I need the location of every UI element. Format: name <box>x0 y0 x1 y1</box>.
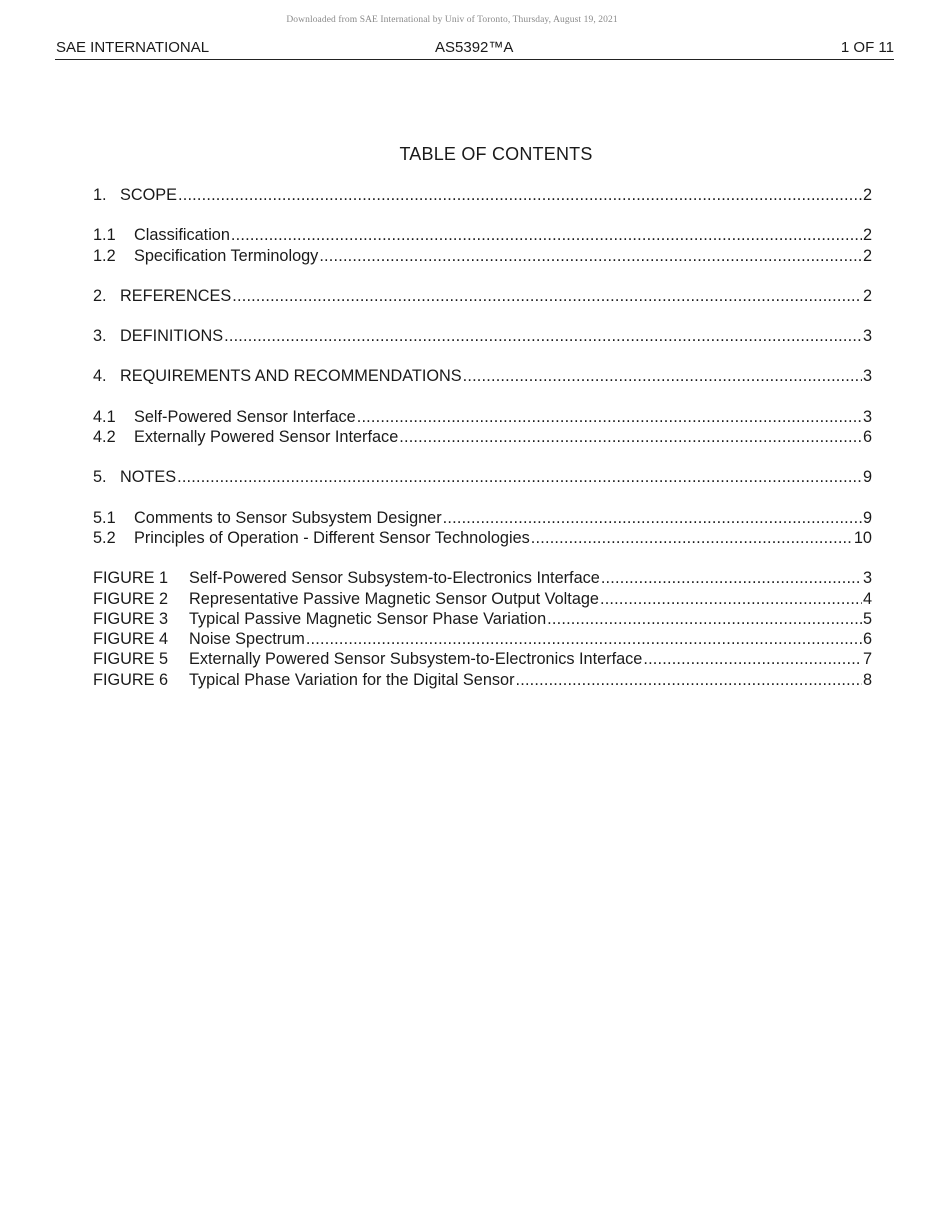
toc-entry-page: 9 <box>862 508 872 527</box>
toc-entry-label: Self-Powered Sensor Subsystem-to-Electronics Interface <box>189 569 600 588</box>
toc-entry-number: 5. <box>93 468 107 487</box>
toc-leader-dots <box>319 246 862 266</box>
toc-leader-dots <box>224 326 862 346</box>
toc-entry-number: 1.2 <box>93 246 116 265</box>
toc-leader-dots <box>547 609 862 629</box>
toc-entry-number: 4. <box>93 367 107 386</box>
toc-entry[interactable] <box>93 467 872 487</box>
toc-entry-page: 7 <box>862 650 872 669</box>
toc-entry-label: Externally Powered Sensor Subsystem-to-Electronics Interface <box>189 650 643 669</box>
toc-entry-page: 4 <box>862 589 872 608</box>
table-of-contents <box>93 185 872 690</box>
download-watermark: Downloaded from SAE International by Univ of Toronto, Thursday, August 19, 2021 <box>286 15 618 25</box>
toc-entry-page: 10 <box>853 528 872 547</box>
toc-entry[interactable] <box>93 407 872 427</box>
toc-leader-dots <box>177 467 862 487</box>
toc-entry[interactable] <box>93 366 872 386</box>
page-header <box>55 38 894 60</box>
toc-leader-dots <box>531 528 853 548</box>
toc-entry-label: Self-Powered Sensor Interface <box>134 407 356 426</box>
toc-entry-number: 4.1 <box>93 407 116 426</box>
toc-entry-number: 3. <box>93 327 107 346</box>
toc-entry-page: 9 <box>862 468 872 487</box>
toc-entry[interactable] <box>93 185 872 205</box>
toc-entry-page: 3 <box>862 569 872 588</box>
toc-leader-dots <box>399 427 862 447</box>
header-document-number: AS5392™A <box>435 39 514 56</box>
toc-entry-label: Typical Phase Variation for the Digital Sensor <box>189 670 515 689</box>
toc-leader-dots <box>443 508 862 528</box>
toc-leader-dots <box>601 568 862 588</box>
toc-entry-label: NOTES <box>120 468 177 487</box>
toc-entry-number: FIGURE 6 <box>93 670 169 689</box>
toc-entry-page: 2 <box>862 246 872 265</box>
toc-entry-number: 5.1 <box>93 508 116 527</box>
toc-entry[interactable] <box>93 427 872 447</box>
toc-entry[interactable] <box>93 246 872 266</box>
toc-entry-label: Comments to Sensor Subsystem Designer <box>134 508 442 527</box>
toc-leader-dots <box>463 366 862 386</box>
toc-entry-page: 2 <box>862 286 872 305</box>
header-organization: SAE INTERNATIONAL <box>56 39 210 56</box>
toc-entry-number: FIGURE 3 <box>93 609 169 628</box>
toc-entry-label: Principles of Operation - Different Sensor Technologies <box>134 528 530 547</box>
toc-entry-label: REFERENCES <box>120 286 232 305</box>
toc-figure-entry[interactable] <box>93 568 872 588</box>
toc-entry-page: 3 <box>862 367 872 386</box>
toc-entry-label: SCOPE <box>120 186 178 204</box>
toc-entry-page: 6 <box>862 428 872 447</box>
toc-entry-label: Representative Passive Magnetic Sensor Output Voltage <box>189 589 599 608</box>
toc-entry-number: FIGURE 1 <box>93 569 169 588</box>
toc-entry-number: FIGURE 5 <box>93 650 169 669</box>
toc-figure-entry[interactable] <box>93 670 872 690</box>
toc-leader-dots <box>306 629 862 649</box>
toc-entry-number: FIGURE 2 <box>93 589 169 608</box>
toc-figure-entry[interactable] <box>93 589 872 609</box>
toc-leader-dots <box>600 589 862 609</box>
toc-entry-page: 6 <box>862 630 872 649</box>
toc-entry[interactable] <box>93 225 872 245</box>
toc-leader-dots <box>178 185 862 205</box>
toc-entry-number: 5.2 <box>93 528 116 547</box>
toc-entry-label: Externally Powered Sensor Interface <box>134 428 399 447</box>
toc-entry-page: 5 <box>862 609 872 628</box>
toc-entry-label: Classification <box>134 226 230 245</box>
header-page-number: 1 OF 11 <box>840 39 894 56</box>
toc-entry[interactable] <box>93 528 872 548</box>
toc-entry-number: FIGURE 4 <box>93 630 169 649</box>
toc-leader-dots <box>643 649 862 669</box>
toc-figure-entry[interactable] <box>93 629 872 649</box>
toc-entry-label: Typical Passive Magnetic Sensor Phase Variation <box>189 609 547 628</box>
toc-entry-number: 1. <box>93 186 107 204</box>
toc-entry-page: 3 <box>862 407 872 426</box>
toc-leader-dots <box>516 670 862 690</box>
toc-entry[interactable] <box>93 326 872 346</box>
toc-entry-label: REQUIREMENTS AND RECOMMENDATIONS <box>120 367 462 386</box>
toc-leader-dots <box>232 286 862 306</box>
toc-entry-number: 4.2 <box>93 428 116 447</box>
toc-entry-number: 2. <box>93 286 107 305</box>
toc-entry-label: Specification Terminology <box>134 246 319 265</box>
toc-entry[interactable] <box>93 286 872 306</box>
toc-entry-page: 8 <box>862 670 872 689</box>
toc-figure-entry[interactable] <box>93 609 872 629</box>
toc-entry-page: 2 <box>862 186 872 204</box>
toc-entry-label: Noise Spectrum <box>189 630 305 649</box>
toc-entry-label: DEFINITIONS <box>120 327 224 346</box>
toc-entry-page: 2 <box>862 226 872 245</box>
toc-figure-entry[interactable] <box>93 649 872 669</box>
toc-leader-dots <box>231 225 862 245</box>
toc-entry[interactable] <box>93 508 872 528</box>
toc-leader-dots <box>357 407 862 427</box>
page-title: TABLE OF CONTENTS <box>399 144 593 164</box>
toc-entry-page: 3 <box>862 327 872 346</box>
toc-entry-number: 1.1 <box>93 226 116 245</box>
